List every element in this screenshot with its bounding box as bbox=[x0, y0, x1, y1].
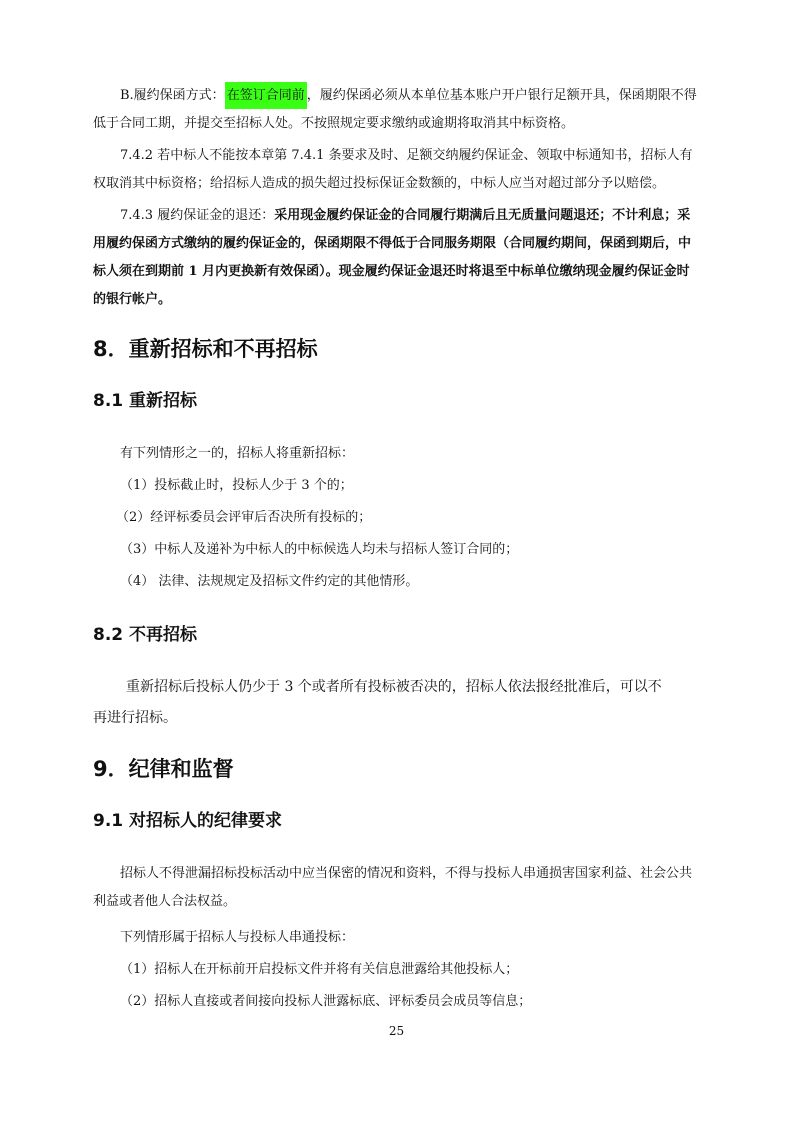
clause-743-prefix: 7.4.3 履约保证金的退还： bbox=[120, 208, 275, 223]
highlighted-text: 在签订合同前 bbox=[225, 82, 307, 109]
clause-743-line-3: 标人须在到期前 1 月内更换新有效保函）。现金履约保证金退还时将退至中标单位缴纳现金履约保证金时 bbox=[93, 264, 690, 279]
section-9-1-item-2: （2）招标人直接或者间接向投标人泄露标底、评标委员会成员等信息； bbox=[120, 994, 532, 1009]
clause-743-line-1 bbox=[120, 206, 770, 226]
section-8-2-heading: 8.2 不再招标 bbox=[93, 625, 198, 645]
clause-742-line-2: 权取消其中标资格；给招标人造成的损失超过投标保证金数额的，中标人应当对超过部分予以赔偿。 bbox=[93, 176, 666, 191]
section-9-heading: 9．纪律和监督 bbox=[93, 757, 234, 781]
section-8-1-item-1: （1）投标截止时，投标人少于 3 个的； bbox=[120, 478, 353, 493]
section-9-1-item-1: （1）招标人在开标前开启投标文件并将有关信息泄露给其他投标人； bbox=[120, 962, 519, 977]
clause-742-line-1: 7.4.2 若中标人不能按本章第 7.4.1 条要求及时、足额交纳履约保证金、领取中标通知书，招标人有 bbox=[120, 148, 693, 163]
performance-guarantee-line-1 bbox=[120, 86, 770, 106]
section-8-1-item-3: （3）中标人及递补为中标人的中标候选人均未与招标人签订合同的； bbox=[120, 542, 519, 557]
section-8-heading: 8．重新招标和不再招标 bbox=[93, 337, 318, 361]
section-8-2-line-1: 重新招标后投标人仍少于 3 个或者所有投标被否决的，招标人依法报经批准后，可以不 bbox=[126, 679, 662, 695]
performance-guarantee-rest: ，履约保函必须从本单位基本账户开户银行足额开具，保函期限不得 bbox=[306, 88, 697, 103]
section-8-1-intro: 有下列情形之一的，招标人将重新招标： bbox=[120, 446, 355, 461]
performance-guarantee-line-2: 低于合同工期，并提交至招标人处。不按照规定要求缴纳或逾期将取消其中标资格。 bbox=[93, 116, 575, 131]
section-9-1-line-2: 利益或者他人合法权益。 bbox=[93, 894, 237, 909]
clause-743-line-4: 的银行帐户。 bbox=[93, 292, 172, 307]
clause-743-line-2: 用履约保函方式缴纳的履约保证金的，保函期限不得低于合同服务期限（合同履约期间，保函到期后，中 bbox=[93, 236, 692, 251]
section-8-1-heading: 8.1 重新招标 bbox=[93, 391, 198, 411]
section-8-1-item-2: （2）经评标委员会评审后否决所有投标的； bbox=[116, 510, 372, 525]
section-8-2-line-2: 再进行招标。 bbox=[93, 710, 177, 726]
section-9-1-line-1: 招标人不得泄漏招标投标活动中应当保密的情况和资料，不得与投标人串通损害国家利益、社会公共 bbox=[120, 866, 693, 881]
page-number: 25 bbox=[388, 1024, 405, 1038]
section-9-1-intro: 下列情形属于招标人与投标人串通投标： bbox=[120, 930, 355, 945]
performance-guarantee-prefix: B.履约保函方式： bbox=[120, 88, 225, 103]
section-9-1-heading: 9.1 对招标人的纪律要求 bbox=[93, 811, 283, 831]
section-8-1-item-4: （4） 法律、法规规定及招标文件约定的其他情形。 bbox=[120, 574, 419, 589]
clause-743-bold: 采用现金履约保证金的合同履行期满后且无质量问题退还；不计利息；采 bbox=[274, 208, 691, 223]
